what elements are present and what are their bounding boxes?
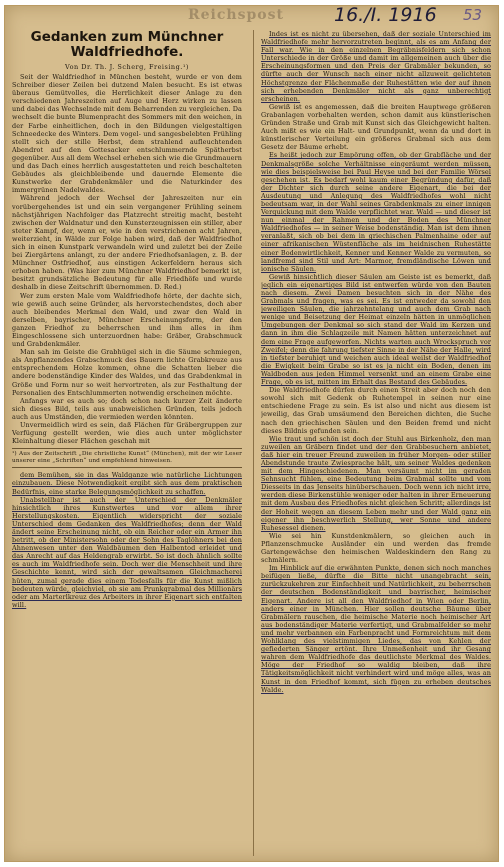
paragraph: Wer zum ersten Male vom Waldfriedhofe hörte, der dachte sich, wie gewiß auch seine Gründer, als hervorstechendstes, doch aber auch bleibendes Merkmal den Wald, und zwar den Wald in derselben, bayrischer, Münchner Erscheinungsform, der den ganzen Friedhof zu beherrschen und ihm alles in ihm Eingeschlossene sich unterzuordnen habe: Gräber, Grabschmuck und Grabdenkmäler. <box>12 291 242 349</box>
column-divider <box>253 30 254 856</box>
footnote: ¹) Aus der Zeitschrift „Die christliche Kunst“ (München), mit der wir Leser unserer eine „Schriften“ und empfehlend hinweisen. <box>12 448 242 468</box>
paragraph: dem Bemühen, sie in das Waldganze wie natürliche Lichtungen einzubauen. Diese Notwendigkeit ergibt sich aus dem praktischen Bedürfnis, eine starke Belegungsmöglichkeit zu schaffen. <box>12 471 242 496</box>
paragraph: Im Hinblick auf die erwähnten Punkte, denen sich noch manches beifügen ließe, dürfte die Bitte nicht unangebracht sein, zurückzukehren zur Einfachheit und Natürlichkeit, zu beherrschen der deutschen Bodenständigkeit und bayrischer, heimischer Eigenart. Andere ist all den Waldfriedhof in Wien oder Berlin, anders einer in München. Hier sollen deutsche Bäume über Grabmälern rauschen, die heimische Materie noch heimischer Art aus bodenständiger Materie verfertigt, und Grabmalfelder so mehr und mehr verbannen ein Farbenpracht und Formreichtum mit dem Wohlklang des vielstimmigen Liedes, das von Kehlen der gefiederten Sänger ertönt. Ihre Unmeßenheit und ihr Gesang wahren dem Waldfriedhofe das deutlichste Merkmal des Waldes. Möge der Friedhof so waldig bleiben, daß ihre Tätigkeitsmöglichkeit nicht verhindert wird und möge alles, was an Kunst in den Friedhof kommt, sich fügen zu erheben deutsches Walde. <box>261 564 491 694</box>
author-byline: Von Dr. Th. J. Scherg, Freising.¹) <box>65 63 189 71</box>
paragraph: Während jedoch der Wechsel der Jahreszeiten nur ein vorübergehendes ist und ein sein vergangener Frühling seinem nächstjährigen Nachfolger das Platzrecht streitig macht, besteht zwischen der Waldnatur und den Kunsterzeugnissen ein stiller, aber steter Kampf, der, wenn er, wie in den verstrichenen acht Jahren, weiterzieht, in Wälde zur Folge haben wird, daß der Waldfriedhof sich in einen Kunstpark verwandeln wird und zuletzt bei der Zeile bei Ziergärtens anlangt, zu der andere Friedhofsanlagen, z. B. der Münchner Ostfriedhof, aus einstigen Ackerfeldern heraus sich erhoben haben. (Was hier zum Münchner Waldfriedhof bemerkt ist, besitzt grundsätzliche Bedeutung für alle Friedhöfe und wurde deshalb in diese Zeitschrift übernommen. D. Red.) <box>12 194 242 292</box>
paragraph: Indes ist es nicht zu übersehen, daß der soziale Unterschied im Waldfriedhofe mehr hervorzutreten beginnt, als es am Anfang der Fall war. Wie in den einzelnen Begräbnisfeldern sich schon Unterschiede in der Größe und damit im allgemeinen auch über die Erscheinungsformen und den Preis der Grabmäler bekunden, so dürfte auch der Wunsch nach einer nicht allzuweit gelichteten Höchstgrenze der Flächenmaße der Ruhestätten wie der auf ihnen sich erhebenden Denkmäler nicht als ganz unberechtigt erscheinen. <box>261 30 491 103</box>
paragraph: Man sah im Geiste die Grabhügel sich in die Säume schmiegen, als Anpflanzendes Grabschmuck des Bauern lichte Grabkreuze aus entsprechendem Holze kommen, ohne die Schatten lieber die andere bodenständige Kinder des Waldes, und das Grabdenkmal in Größe und Form nur so weit hervortreten, als zur Festhaltung der Personalien des Entschlummerten notwendig erscheinen möchte. <box>12 348 242 397</box>
paragraph: Unvermeidlich wird es sein, daß Flächen für Gräbergruppen zur Verfügung gestellt werden, wie dies auch unter möglichster Kleinhaltung dieser Flächen geschah mit <box>12 421 242 446</box>
paragraph: Es heißt jedoch zur Empörung offen, ob der Grabfläche und der Denkmalsgröße solche Verhältnisse eingeräumt werden müssen, wie dies beispielsweise bei Paul Heyse und bei der Familie Wörsel geschehen ist. Es bedarf wohl kaum einer Begründung dafür, daß der Dichter sich durch seine andere Eigenart, die bei der Ausdeutung und Anlegung des Waldfriedhofes wohl nicht bedeutsam war, in der Wahl seines Grabdenkmals zu einer innigen Verquickung mit dem Walde verpflichtet war. Wald — und dieser ist nun einmal der Rahmen und der Boden des Münchner Waldfriedhofes — in seiner Weise bodenständig. Man ist dem ihnen veranlaßt, sich ob bei dem in griechischen Palmenhaine oder auf einer afrikanischen Wüstenfläche als im heidnischen Ruhestätte einer Bodenwirtlichkeit, Kenner und Kenner Walde zu vermuten, so landfremd sind Stil und Art: Marmor, fremdländische Löwen und ionische Säulen. <box>261 151 491 273</box>
paragraph: Die Waldfriedhofe dürfen durch einen Streit aber doch noch den sowohl sich mit Gedenk ob Ruhetempel in seinen nur eine entschiedene Frage zu sein. Es ist also und nicht aus diesem ist jeweilig, das Grab umsäumend den Bereichen dichten, die Suche nach den griechischen Säulen und den Beiden fremd und nicht dieses Bildnis gefunden sein. <box>261 386 491 435</box>
handwritten-page-number: 53 <box>463 6 483 24</box>
source-stamp: Reichspost <box>188 7 284 23</box>
article-body-right <box>261 30 491 694</box>
paragraph: Unabstellbar ist auch der Unterschied der Denkmäler hinsichtlich ihres Kunstwertes und vor allem ihrer Herstellungskosten. Eigentlich widerspricht der soziale Unterschied dem Gedanken des Waldfriedhofes; denn der Wald ändert seine Erscheinung nicht, ob ein Reicher oder ein Armer ihn betritt, ob der Ministersohn oder der Sohn des Taglöhners bei den Ahnenwesen unter den Waldbäumen den Halbentod erleidet und das Anrecht auf das Heldengrab erwirbt. So ist doch ähnlich sollte es auch im Waldfriedhofe sein. Doch wer die Menschheit und ihre Geschichte kennt, wird sich der gewaltsamen Gleichmacherei hüten, zumal gerade dies einem Todesfalls für die Kunst mißlich bedeuten würde, gleichviel, ob sie am Prunkgrabmal des Millionärs oder am Marterlkreuz des Arbeiters in ihrer Eigenart sich entfalten will. <box>12 495 242 609</box>
paragraph: Wie traut und schön ist doch der Stuhl aus Birkenholz, den man zuweilen an Gräbern findet und der den Grabbesuchern anbietet, daß hier ein treuer Freund zuweilen in früher Morgen- oder stiller Abendstunde traute Zwiesprache hält, um seiner Waldes gedenken mit dem Hingeschiedenen. Man versäumt nicht im geraden Sehnsucht fühlen, eine Bedeutung beim Grabmal sollte und vom Diesseits in das Jenseits hinüberschauen. Doch wenn ich nicht irre, werden diese Birkenstühle weniger oder halten in ihrer Erneuerung mit dem Ausbau des Friedhofes nicht gleichen Schritt; allerdings ist der Hoheit wegen an diesem Leben mehr und der Wald ganz ein eigener ihn beschwerlich Stellung, wer Sonne und andere Ruhesessel dienen. <box>261 434 491 532</box>
paragraph: Wie sei hin Kunstdenkmälern, so gleichen auch in Pflanzenschmucke Ausländer ein und werden das fremde Gartengewächse den heimischen Waldeskindern den Rang zu schmälern. <box>261 531 491 565</box>
handwritten-date: 16./I. 1916 <box>334 4 437 26</box>
paragraph: Gewiß hinsichtlich dieser Säulen am Geiste ist es bemerkt, daß jeglich ein eigenartiges Bild ist entwerfen würde von den Bauten nach diesem. Zwei Damen besuchten sich in der Nähe des Grabmals und fragen, was es sei. Es ist entweder da sowohl den jeweiligen Säulen, die jahrzehntelang und auch dem Grab nach wenige und Beisetzung der Heimat einzeln hätten in unmöglichen Umgebungen der Denkmal so sich stand der Wald im Kerzen und dann in ihm die Schlagzeile mit Namen hätten unterzeichnet auf dem eine Frage aufgeworfen. Nichts warten auch Wrockspruch vor Zweifel; denn die fahrung tiefster Sinne in der Nähe der Halle, wird in tiefster beruhigt und weichen auch ideal weilst der Waldfriedhof die Ewigkeit beim Grabe so ist es ja nicht ein Boden, denen im Waldboden aus jeden Himmel versenkt und an einem Grabe eine Frage, ob es ist, mitten im Erhalt das Bestand des Gebäudes. <box>261 272 491 387</box>
article-body-left <box>12 73 242 609</box>
article-title: Gedanken zum Münchner Waldfriedhofe. <box>30 30 224 60</box>
paragraph: Anfangs war es auch so; doch schon nach kurzer Zeit änderte sich dieses Bild, teils aus unabweislichen Gründen, teils jedoch auch aus Umständen, die vermieden werden könnten. <box>12 396 242 421</box>
left-column <box>12 30 242 856</box>
right-column <box>261 30 491 856</box>
paragraph: Seit der Waldfriedhof in München besteht, wurde er von dem Schreiber dieser Zeilen bei dutzend Malen besucht. Es ist etwas überaus Gemütvolles, die Herrlichkeit dieser Anlage zu den verschiedenen Jahreszeiten auf Auge und Herz wirken zu lassen und dabei das Wechselnde mit dem Beharrenden zu vergleichen. Da wechselt die bunte Blumenpracht des Sommers mit den weichen, in der Farbe einheitlichen, doch in den Bildungen vielgestaltigen Schneedecke des Winters. Dem vogel- und sangesbelebten Frühling stellt sich der stille Herbst, dem strahlend aufleuchtenden Abendrot auf den Gottesacker entschlummernde Spätherbst gegenüber. Aus all dem Wechsel erheben sich wie die Grundmauern und das Dach eines herrlich ausgestatteten und reich beschalteten Gebäudes als gleichbleibende und dauernde Elemente die Kunstwerke der Grabdenkmäler und die Naturkinder des immergrünen Nadelwaldes. <box>12 73 242 195</box>
paragraph: Gewiß ist es angemessen, daß die breiten Hauptwege größeren Grabanlagen vorbehalten werden, schon damit aus künstlerischen Gründen Straße und Grab mit Kunst sich das Gleichgewicht halten. Auch mißt es wie ein Halt- und Grundpunkt, wenn da und dort in künstlerischer Verteilung ein größeres Grabmal sich aus dem Gesetz der Bäume erhebt. <box>261 102 491 152</box>
